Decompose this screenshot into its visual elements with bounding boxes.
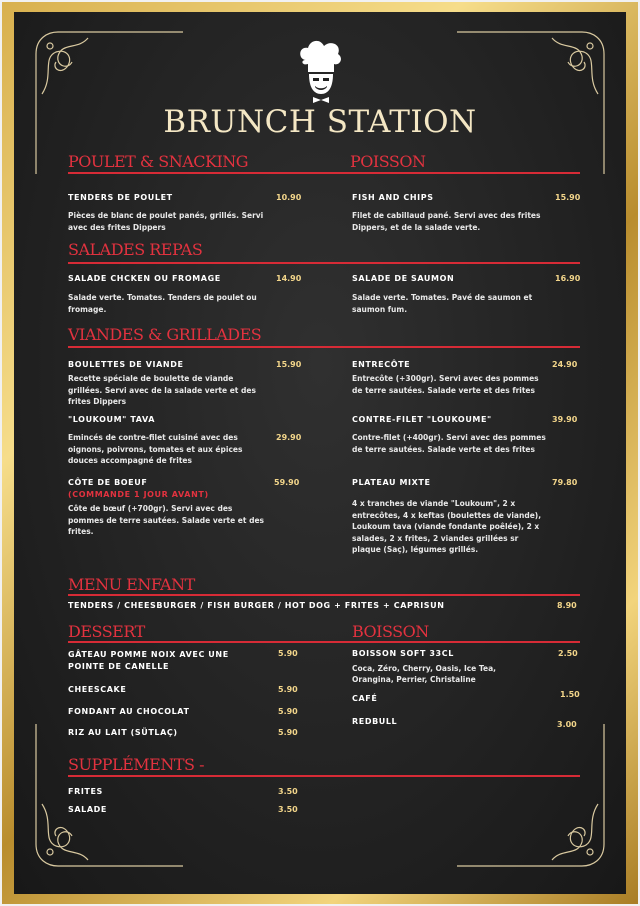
section-title-poulet: POULET & SNACKING bbox=[68, 152, 249, 171]
item-name: FONDANT AU CHOCOLAT bbox=[68, 707, 190, 716]
item-price: 3.00 bbox=[557, 720, 577, 729]
section-title-viandes: VIANDES & GRILLADES bbox=[68, 325, 262, 344]
item-name: CAFÉ bbox=[352, 694, 378, 703]
section-title-salades: SALADES REPAS bbox=[68, 240, 203, 259]
item-name: ENTRECÔTE bbox=[352, 360, 411, 369]
item-name: SALADE CHCKEN OU FROMAGE bbox=[68, 274, 221, 283]
section-title-enfant: MENU ENFANT bbox=[68, 575, 195, 594]
item-price: 16.90 bbox=[555, 274, 581, 283]
item-price: 59.90 bbox=[274, 478, 300, 487]
item-price: 10.90 bbox=[276, 193, 302, 202]
item-name: TENDERS DE POULET bbox=[68, 193, 173, 202]
item-note: (COMMANDE 1 JOUR AVANT) bbox=[68, 490, 209, 499]
item-price: 5.90 bbox=[278, 728, 298, 737]
item-description: Salade verte. Tomates. Pavé de saumon et saumon fum. bbox=[352, 293, 533, 314]
ornament-bottom-right-icon bbox=[452, 714, 612, 874]
section-title-poisson: POISSON bbox=[350, 152, 426, 171]
item-name: CONTRE-FILET "LOUKOUME" bbox=[352, 415, 492, 424]
item-name: BOULETTES DE VIANDE bbox=[68, 360, 184, 369]
item-name: SALADE bbox=[68, 805, 107, 814]
item-price: 24.90 bbox=[552, 360, 578, 369]
item-price: 2.50 bbox=[558, 649, 578, 658]
item-name: "LOUKOUM" TAVA bbox=[68, 415, 156, 424]
item-price: 14.90 bbox=[276, 274, 302, 283]
item-description: Entrecôte (+300gr). Servi avec des pommes de terre sautées. Salade verte et des frites bbox=[352, 374, 539, 395]
item-price: 3.50 bbox=[278, 805, 298, 814]
item-description: Pièces de blanc de poulet panés, grillés. Servi avec des frites Dippers bbox=[68, 211, 264, 232]
item-price: 29.90 bbox=[276, 433, 302, 442]
section-rule bbox=[68, 641, 580, 643]
section-rule bbox=[68, 775, 580, 777]
item-price: 39.90 bbox=[552, 415, 578, 424]
item-price: 8.90 bbox=[557, 601, 577, 610]
item-description: Recette spéciale de boulette de viande grillées. Servi avec de la salade verte et des frites Dippers bbox=[68, 374, 256, 406]
section-rule bbox=[68, 346, 580, 348]
item-description: Filet de cabillaud pané. Servi avec des frites Dippers, et de la salade verte. bbox=[352, 211, 541, 232]
item-price: 1.50 bbox=[560, 690, 580, 699]
item-name: SALADE DE SAUMON bbox=[352, 274, 455, 283]
section-rule bbox=[68, 262, 580, 264]
item-price: 5.90 bbox=[278, 649, 298, 658]
item-description: Emincés de contre-filet cuisiné avec des oignons, poivrons, tomates et aux épices douces accompagné de frites bbox=[68, 433, 243, 465]
item-name: PLATEAU MIXTE bbox=[352, 478, 431, 487]
chef-icon bbox=[296, 40, 346, 104]
item-description: Coca, Zéro, Cherry, Oasis, Ice Tea, Orangina, Perrier, Christaline bbox=[352, 664, 497, 684]
section-rule bbox=[68, 172, 580, 174]
item-name: FISH AND CHIPS bbox=[352, 193, 434, 202]
item-name: REDBULL bbox=[352, 717, 398, 726]
item-name: GÂTEAU POMME NOIX AVEC UNE POINTE DE CANELLE bbox=[68, 650, 229, 671]
item-name: BOISSON SOFT 33CL bbox=[352, 649, 454, 658]
item-price: 15.90 bbox=[555, 193, 581, 202]
item-name: CHEESCAKE bbox=[68, 685, 127, 694]
section-title-supplements: SUPPLÉMENTS - bbox=[68, 755, 204, 774]
section-title-boisson: BOISSON bbox=[352, 622, 429, 641]
item-price: 5.90 bbox=[278, 685, 298, 694]
item-price: 3.50 bbox=[278, 787, 298, 796]
item-name: RIZ AU LAIT (SÜTLAÇ) bbox=[68, 728, 178, 737]
item-description: 4 x tranches de viande "Loukoum", 2 x entrecôtes, 4 x keftas (boulettes de viande), Loukoum tava (viande fondante poêlée), 2 x salades, 2 x frites, 2 viandes grillées sr plaque (Saç), légumes grillés. bbox=[352, 499, 542, 554]
item-description: Salade verte. Tomates. Tenders de poulet ou fromage. bbox=[68, 293, 257, 314]
restaurant-title: BRUNCH STATION bbox=[163, 104, 477, 140]
item-name: FRITES bbox=[68, 787, 103, 796]
item-description: Côte de bœuf (+700gr). Servi avec des pommes de terre sautées. Salade verte et des frites. bbox=[68, 504, 265, 536]
item-name: TENDERS / CHEESBURGER / FISH BURGER / HOT DOG + FRITES + CAPRISUN bbox=[68, 601, 445, 610]
section-title-dessert: DESSERT bbox=[68, 622, 145, 641]
item-description: Contre-filet (+400gr). Servi avec des pommes de terre sautées. Salade verte et des frites bbox=[352, 433, 546, 454]
item-price: 15.90 bbox=[276, 360, 302, 369]
item-price: 5.90 bbox=[278, 707, 298, 716]
item-name: CÔTE DE BOEUF bbox=[68, 478, 148, 487]
item-price: 79.80 bbox=[552, 478, 578, 487]
section-rule bbox=[68, 594, 580, 596]
ornament-bottom-left-icon bbox=[28, 714, 188, 874]
